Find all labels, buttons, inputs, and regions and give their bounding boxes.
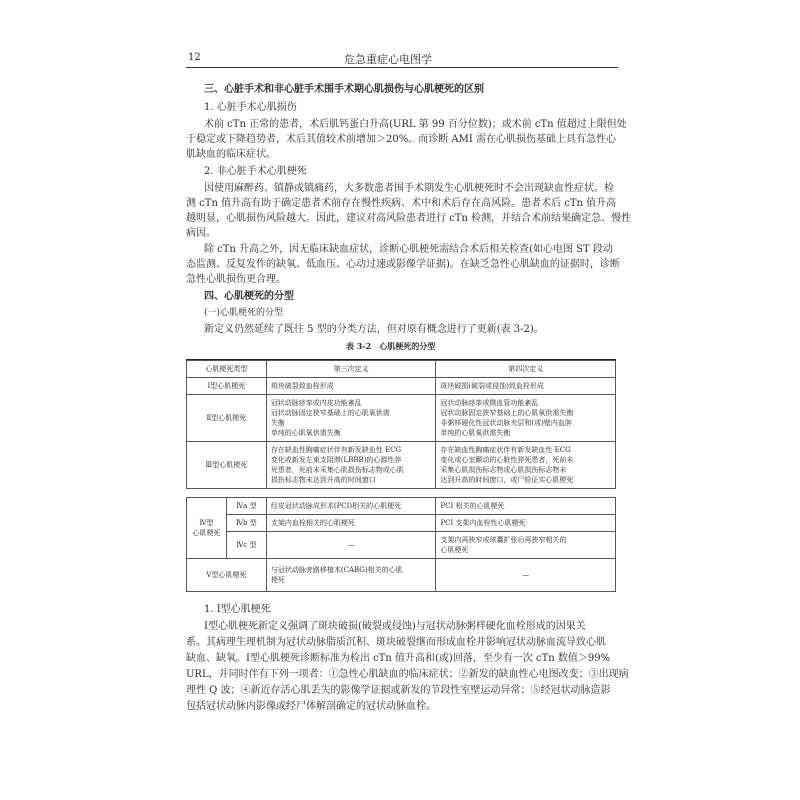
section3-sub1: 1. 心脏手术心肌损伤 [204,102,297,113]
table-row [187,378,616,395]
fourth-definition-cell: PCI 相关的心肌梗死 [436,498,616,515]
section3-p2-line: 测 cTn 值升高有助于确定患者术前存在慢性疾病、术中和术后存在高风险。患者术后 cTn 值升高 [186,198,617,209]
table-row [187,559,616,592]
subtype-label: Ⅳc 型 [226,532,266,559]
fourth-definition-cell [436,442,616,489]
cell-line: 非粥样硬化性冠状动脉夹层和(或)壁内血肿 [440,419,572,427]
section4-heading: 四、心肌梗死的分型 [204,291,294,302]
table-header-row [187,361,616,378]
type1-p-line: 系。其病理生理机制为冠状动脉脂质沉积、斑块破裂继而形成血栓并影响冠状动脉血流导致心肌 [186,637,606,648]
third-definition-cell: 支架内血栓相关的心肌梗死 [266,515,436,532]
cell-line: 失衡 [270,419,285,427]
section3-p3-line: 态监测、反复发作的缺氧、低血压、心动过速或影像学证据)。在缺乏急性心肌缺血的证据时，诊断 [186,259,620,270]
third-definition-cell [266,395,436,442]
page-number: 12 [188,52,201,63]
cell-line: 达到升高的时间窗口，或尸检证实心肌梗死 [440,476,574,484]
type-label: Ⅰ型心肌梗死 [187,378,267,395]
section3-p3-line: 急性心肌损伤更合理。 [186,274,286,285]
cell-line: 单纯的心肌氧供需失衡 [440,429,511,437]
section3-p1-line: 于稳定或下降趋势者，术后其值较术前增加＞20%。而诊断 AMI 需在心肌损伤基础上具有急性心 [186,134,616,145]
third-definition-cell: — [266,532,436,559]
section3-p3-line: 除 cTn 升高之外，因无临床缺血症状，诊断心肌梗死需结合术后相关检查(如心电图 ST 段动 [204,244,613,255]
table-header-cell: 心肌梗死类型 [187,361,267,378]
cell-line: 存在缺血性胸痛症状伴有新发缺血性 ECG [270,446,402,454]
table-row [187,442,616,489]
fourth-definition-cell [436,395,616,442]
type-label: Ⅴ型心肌梗死 [187,559,267,592]
cell-line: 冠状动脉固定狭窄基础上的心肌氧供需 [270,409,390,417]
section4-p1: 新定义仍然延续了既往 5 型的分类方法，但对原有概念进行了更新(表 3-2)。 [204,324,544,335]
fourth-definition-cell: 斑块破损(破裂或侵蚀)致血栓形成 [436,378,616,395]
cell-line: 损伤标志物未达到升高的时间窗口 [270,476,376,484]
section3-p2-line: 病因。 [186,228,216,239]
third-definition-cell [266,559,436,592]
section3-p1-line: 术前 cTn 正常的患者，术后肌钙蛋白升高(URL 第 99 百分位数)；或术前 cTn 值超过上限但处 [204,119,627,130]
table-row [187,498,616,515]
table-row [187,515,616,532]
cell-line: 心肌梗死 [440,546,469,554]
section3-sub2: 2. 非心脏手术心肌梗死 [204,166,307,177]
type-label: Ⅲ型心肌梗死 [187,442,267,489]
type-label [187,498,227,559]
table-header-cell: 第四次定义 [436,361,616,378]
table-caption: 表 3-2 心肌梗死的分型 [346,341,436,351]
cell-line: 心肌梗死 [192,529,221,537]
fourth-definition-cell: PCI 支架内血栓性心肌梗死 [436,515,616,532]
cell-line: 冠状动脉痉挛或内皮功能紊乱 [270,399,362,407]
cell-line: 冠状动脉痉挛或微血管功能紊乱 [440,399,539,407]
fourth-definition-cell [436,532,616,559]
cell-line: 存在缺血性胸痛症状伴有新发缺血性 ECG [440,446,571,454]
mi-classification-table-lower [186,497,616,592]
cell-line: 变化或新发左束支阻滞(LBBB)的心源性猝 [270,456,402,464]
cell-line: 支架内再狭窄或球囊扩张后再狭窄相关的 [440,536,567,544]
type1-heading: 1. Ⅰ型心肌梗死 [204,604,271,615]
section4-sub1: (一)心肌梗死的分型 [204,308,284,318]
type1-p-line: 缺血、缺氧。Ⅰ型心肌梗死诊断标准为检出 cTn 值升高和(或)回落，至少有一次 cTn 数值＞99% [186,653,611,664]
subtype-label: Ⅳa 型 [226,498,266,515]
third-definition-cell: 经皮冠状动脉成形术(PCI)相关的心肌梗死 [266,498,436,515]
table-row [187,395,616,442]
fourth-definition-cell: — [436,559,616,592]
section3-p2-line: 越明显，心肌损伤风险越大。因此，建议对高风险患者进行 cTn 检测，并结合术前结果确定急、慢性 [186,213,632,224]
cell-line: 采集心肌损伤标志物或心肌损伤标志物未 [440,466,567,474]
cell-line: 与冠状动脉旁路移植术(CABG)相关的心肌 [270,566,403,574]
cell-line: Ⅳ型 [199,519,214,527]
mi-classification-table [186,360,616,489]
cell-line: 梗死 [270,576,285,584]
third-definition-cell: 斑块破裂致血栓形成 [266,378,436,395]
cell-line: 冠状动脉固定狭窄基础上的心肌氧供需失衡 [440,409,574,417]
cell-line: 单纯的心肌氧供需失衡 [270,429,341,437]
type-label: Ⅱ型心肌梗死 [187,395,267,442]
type1-p-line: URL，并同时伴有下列一项者：①急性心肌缺血的临床症状；②新发的缺血性心电图改变；③出现病 [186,669,629,680]
type1-p-line: Ⅰ型心肌梗死新定义强调了斑块破损(破裂或侵蚀)与冠状动脉粥样硬化血栓形成的因果关 [204,621,586,632]
running-header-title: 危急重症心电图学 [344,53,432,66]
section3-heading: 三、心脏手术和非心脏手术围手术期心肌损伤与心肌梗死的区别 [204,84,484,95]
type1-p-line: 包括冠状动脉内影像或经尸体解剖确定的冠状动脉血栓。 [186,701,436,712]
table-header-cell: 第三次定义 [266,361,436,378]
table-row [187,532,616,559]
header-rule [186,67,618,68]
type1-p-line: 理性 Q 波；④新近存活心肌丢失的影像学证据或新发的节段性室壁运动异常；⑤经冠状动脉造影 [186,685,611,696]
subtype-label: Ⅳb 型 [226,515,266,532]
cell-line: 死患者，死前未采集心肌损伤标志物或心肌 [270,466,404,474]
section3-p2-line: 因使用麻醉药、镇静或镇痛药，大多数患者围手术期发生心肌梗死时不会出现缺血性症状。检 [204,183,614,194]
section3-p1-line: 肌缺血的临床症状。 [186,149,276,160]
cell-line: 变化或心室颤动的心脏性猝死患者，死前未 [440,456,574,464]
third-definition-cell [266,442,436,489]
